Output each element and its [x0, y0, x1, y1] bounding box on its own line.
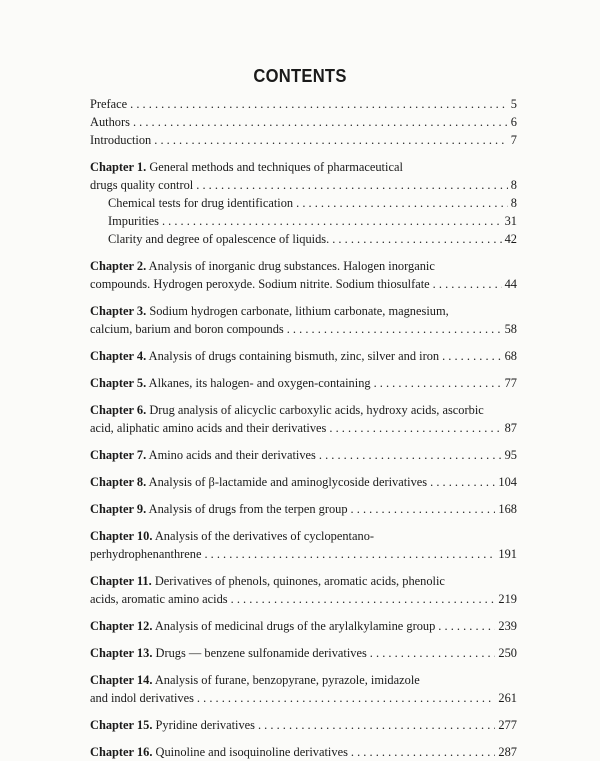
entry-label-cont: and indol derivatives [90, 691, 194, 705]
page-number: 95 [504, 448, 517, 462]
toc-entry-chapter-2[interactable] [90, 257, 517, 293]
dot-leader [197, 689, 495, 707]
dot-leader [351, 743, 496, 761]
page-number: 8 [510, 196, 517, 210]
entry-label: Analysis of β-lactamide and aminoglycoside derivatives [148, 475, 428, 489]
chapter-number: Chapter 5. [90, 376, 147, 390]
toc-entry-chapter-16[interactable] [90, 743, 517, 761]
toc-entry-chapter-6[interactable] [90, 401, 517, 437]
dot-leader [433, 275, 502, 293]
page-number: 239 [498, 619, 517, 633]
dot-leader [319, 446, 502, 464]
page-title: CONTENTS [253, 66, 347, 86]
entry-label: Chemical tests for drug identification [108, 196, 294, 210]
toc-entry-chapter-9[interactable] [90, 500, 517, 518]
chapter-number: Chapter 11. [90, 574, 152, 588]
toc-entry-chapter-5[interactable] [90, 374, 517, 392]
entry-label: General methods and techniques of pharmaceutical [149, 160, 403, 174]
page-number: 168 [498, 502, 517, 516]
entry-label: Analysis of furane, benzopyrane, pyrazole, imidazole [154, 673, 420, 687]
entry-label-cont: acid, aliphatic amino acids and their derivatives [90, 421, 327, 435]
page-number: 68 [504, 349, 517, 363]
dot-leader [430, 473, 495, 491]
page-number: 7 [510, 133, 517, 147]
entry-label-cont: acids, aromatic amino acids [90, 592, 228, 606]
entry-label: Drug analysis of alicyclic carboxylic acids, hydroxy acids, ascorbic [149, 403, 484, 417]
chapter-number: Chapter 7. [90, 448, 147, 462]
dot-leader [287, 320, 502, 338]
page-number: 6 [510, 115, 517, 129]
page-number: 287 [498, 745, 517, 759]
toc-entry-chapter-13[interactable] [90, 644, 517, 662]
dot-leader [438, 617, 495, 635]
chapter-number: Chapter 6. [90, 403, 147, 417]
dot-leader [204, 545, 495, 563]
dot-leader [329, 419, 501, 437]
entry-label: Clarity and degree of opalescence of liquids. [108, 232, 330, 246]
dot-leader [130, 95, 508, 113]
page-number: 219 [498, 592, 517, 606]
entry-label: Alkanes, its halogen- and oxygen-containing [148, 376, 371, 390]
entry-label: Analysis of drugs from the terpen group [148, 502, 348, 516]
entry-label-cont: drugs quality control [90, 178, 194, 192]
chapter-number: Chapter 13. [90, 646, 153, 660]
toc-entry-chapter-15[interactable] [90, 716, 517, 734]
entry-label: Quinoline and isoquinoline derivatives [155, 745, 348, 759]
page-number: 5 [510, 97, 517, 111]
chapter-number: Chapter 15. [90, 718, 153, 732]
dot-leader [442, 347, 502, 365]
dot-leader [162, 212, 502, 230]
dot-leader [374, 374, 502, 392]
page-number: 8 [510, 178, 517, 192]
page-number: 44 [504, 277, 517, 291]
dot-leader [196, 176, 508, 194]
dot-leader [351, 500, 496, 518]
entry-label-cont: perhydrophenanthrene [90, 547, 202, 561]
chapter-number: Chapter 4. [90, 349, 147, 363]
chapter-number: Chapter 10. [90, 529, 153, 543]
dot-leader [332, 230, 501, 248]
entry-label: Analysis of inorganic drug substances. Halogen inorganic [148, 259, 435, 273]
toc-entry-chapter-14[interactable] [90, 671, 517, 707]
dot-leader [258, 716, 495, 734]
toc-entry-chapter-8[interactable] [90, 473, 517, 491]
dot-leader [154, 131, 508, 149]
dot-leader [296, 194, 508, 212]
entry-label: Pyridine derivatives [155, 718, 255, 732]
page-number: 58 [504, 322, 517, 336]
entry-label: Sodium hydrogen carbonate, lithium carbonate, magnesium, [149, 304, 449, 318]
page-number: 250 [498, 646, 517, 660]
toc-entry-chapter-1[interactable] [90, 158, 517, 194]
chapter-number: Chapter 8. [90, 475, 147, 489]
dot-leader [133, 113, 508, 131]
entry-label: Impurities [108, 214, 159, 228]
toc-entry-chapter-12[interactable] [90, 617, 517, 635]
entry-label: Analysis of the derivatives of cyclopentano- [154, 529, 375, 543]
entry-label: Analysis of drugs containing bismuth, zinc, silver and iron [148, 349, 440, 363]
entry-label: Authors [90, 115, 130, 129]
toc-entry-chapter-11[interactable] [90, 572, 517, 608]
chapter-number: Chapter 3. [90, 304, 147, 318]
chapter-number: Chapter 16. [90, 745, 153, 759]
page-number: 87 [504, 421, 517, 435]
page-number: 104 [498, 475, 517, 489]
chapter-number: Chapter 14. [90, 673, 153, 687]
dot-leader [231, 590, 496, 608]
dot-leader [370, 644, 496, 662]
toc-subentry[interactable] [90, 194, 517, 212]
toc-subentry[interactable] [90, 212, 517, 230]
toc-entry-chapter-3[interactable] [90, 302, 517, 338]
entry-label: Preface [90, 97, 128, 111]
toc-entry-chapter-7[interactable] [90, 446, 517, 464]
chapter-number: Chapter 12. [90, 619, 153, 633]
toc-subentry[interactable] [90, 230, 517, 248]
entry-label: Analysis of medicinal drugs of the arylalkylamine group [154, 619, 436, 633]
toc-entry-introduction[interactable] [90, 131, 517, 149]
entry-label-cont: compounds. Hydrogen peroxyde. Sodium nitrite. Sodium thiosulfate [90, 277, 430, 291]
entry-label-cont: calcium, barium and boron compounds [90, 322, 284, 336]
toc-entry-preface[interactable] [90, 95, 517, 113]
page-number: 77 [504, 376, 517, 390]
page-number: 261 [498, 691, 517, 705]
table-of-contents [90, 95, 517, 761]
entry-label: Amino acids and their derivatives [148, 448, 316, 462]
entry-label: Derivatives of phenols, quinones, aromatic acids, phenolic [154, 574, 445, 588]
page-number: 191 [498, 547, 517, 561]
page-number: 31 [504, 214, 517, 228]
entry-label: Drugs — benzene sulfonamide derivatives [155, 646, 367, 660]
entry-label: Introduction [90, 133, 152, 147]
chapter-number: Chapter 2. [90, 259, 147, 273]
toc-entry-chapter-10[interactable] [90, 527, 517, 563]
chapter-number: Chapter 1. [90, 160, 147, 174]
page-number: 277 [498, 718, 517, 732]
toc-entry-authors[interactable] [90, 113, 517, 131]
toc-entry-chapter-4[interactable] [90, 347, 517, 365]
page-number: 42 [504, 232, 517, 246]
chapter-number: Chapter 9. [90, 502, 147, 516]
